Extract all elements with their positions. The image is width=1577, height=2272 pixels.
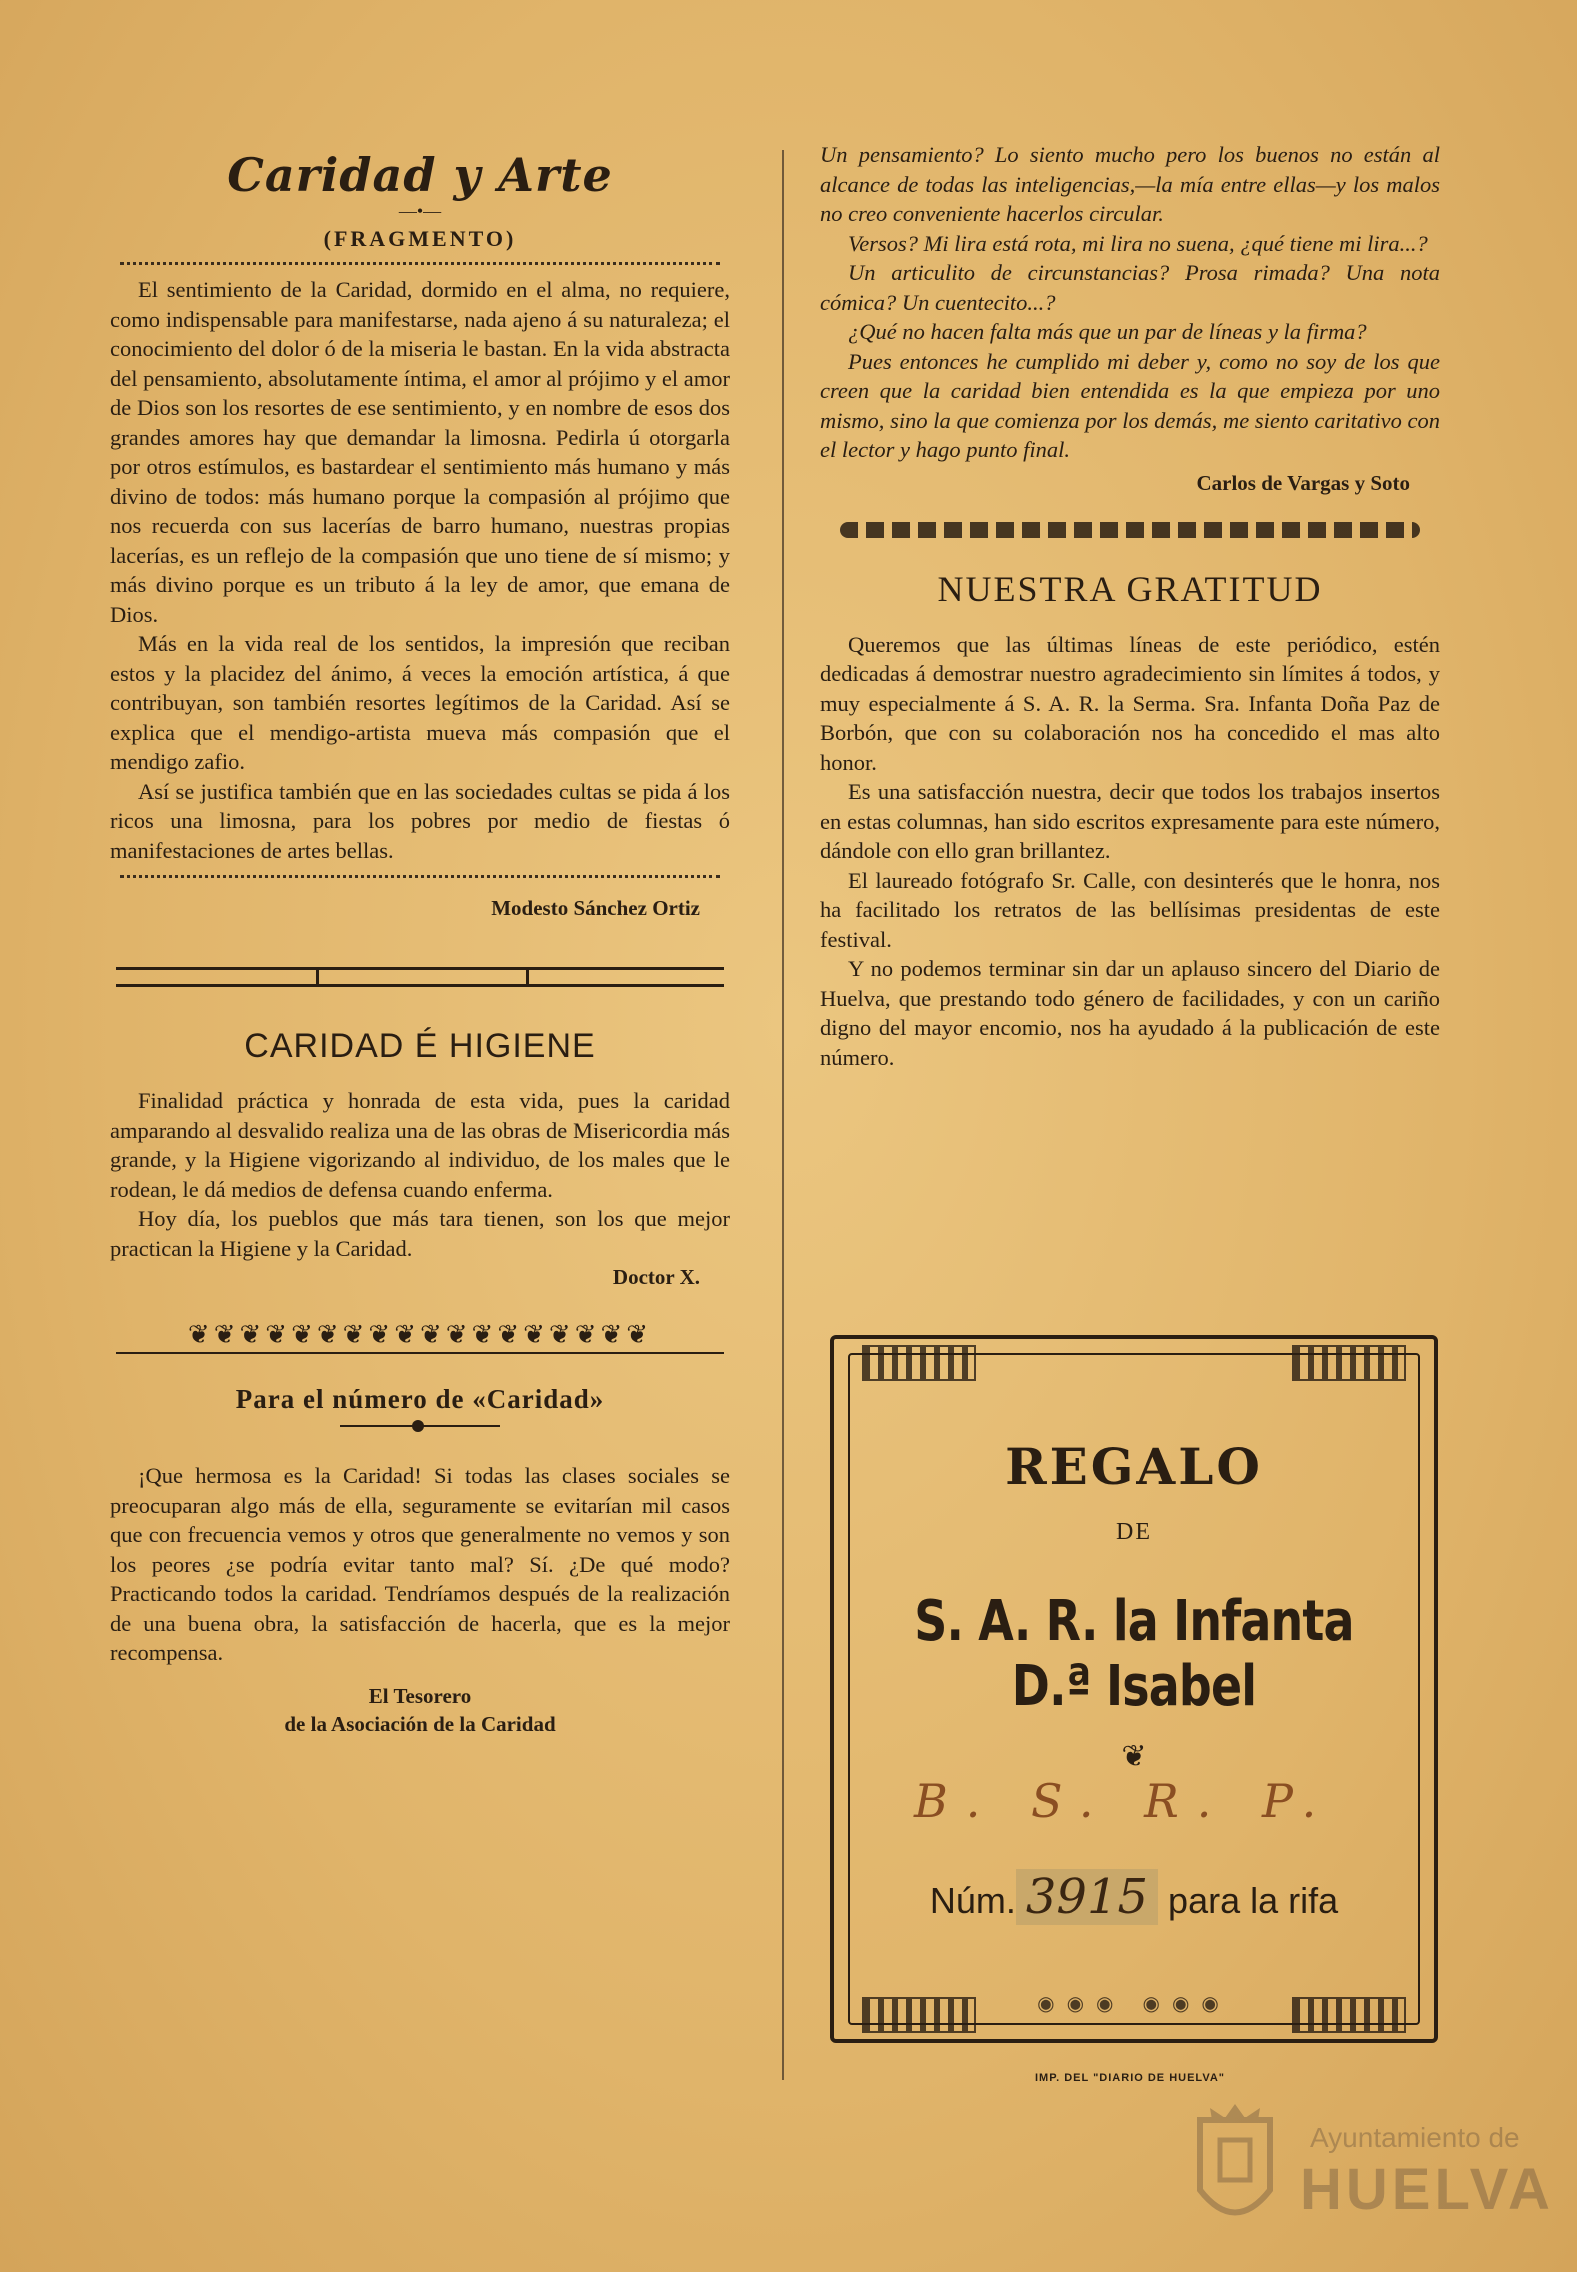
ticket-num-label: Núm.: [929, 1880, 1016, 1921]
signature: Modesto Sánchez Ortiz: [491, 896, 700, 920]
paragraph: Así se justifica también que en las sociedades cultas se pida á los ricos una limosna, para los pobres por medio de fiestas ó manifestaciones de artes bellas.: [110, 778, 730, 863]
paragraph: Es una satisfacción nuestra, decir que todos los trabajos insertos en estas columnas, han sido escritos expresamente para este número, dándole con ello gran brillantez.: [820, 779, 1440, 863]
article-title-caridad-higiene: CARIDAD É HIGIENE: [244, 1027, 596, 1065]
signature-line: El Tesorero: [368, 1683, 472, 1708]
signature-line: de la Asociación de la Caridad: [284, 1711, 556, 1736]
signature: [110, 1682, 730, 1738]
paragraph: Un articulito de circunstancias? Prosa rimada? Una nota cómica? Un cuentecito...?: [820, 260, 1440, 315]
paragraph: Hoy día, los pueblos que más tara tienen, son los que mejor practican la Higiene y la Caridad.: [110, 1206, 730, 1261]
corner-ornament: [1292, 1345, 1406, 1381]
paragraph: Finalidad práctica y honrada de esta vida, pues la caridad amparando al desvalido realiza una de las obras de Misericordia más grande, y la Higiene vigorizando al individuo, de los males que le rodean, le dá medios de defensa cuando enferma.: [110, 1088, 730, 1202]
article-title-caridad-y-arte: Caridad y Arte: [227, 148, 613, 202]
dotted-rule: [120, 262, 720, 265]
title-ornament: —•—: [398, 201, 442, 221]
paragraph: Queremos que las últimas líneas de este periódico, estén dedicadas á demostrar nuestro agradecimiento sin límites á todos, y muy especialmente á S. A. R. la Serma. Sra. Infanta Doña Paz de Borbón, que con su colaboración nos ha concedido el mas alto honor.: [820, 631, 1440, 775]
paragraph: Versos? Mi lira está rota, mi lira no suena, ¿qué tiene mi lira...?: [848, 230, 1428, 256]
ticket-de: DE: [1116, 1519, 1152, 1545]
paragraph: El laureado fotógrafo Sr. Calle, con desinterés que le honra, nos ha facilitado los retratos de las bellísimas presidentas de este festival.: [820, 867, 1440, 952]
article-subtitle: (FRAGMENTO): [323, 226, 517, 251]
left-column: [110, 120, 730, 1738]
coat-of-arms-icon: [1190, 2100, 1280, 2240]
ticket-bottom-ornament: ◉◉◉ ◉◉◉: [1037, 1993, 1231, 2015]
right-column: [820, 140, 1440, 1072]
column-divider: [782, 150, 784, 2080]
ornamental-frieze: ❦❦❦❦❦❦❦❦❦❦❦❦❦❦❦❦❦❦: [116, 1320, 724, 1354]
title-rule: [340, 1425, 500, 1427]
paragraph: Pues entonces he cumplido mi deber y, como no soy de los que creen que la caridad bien entendida es la que empieza por uno mismo, sino la que comienza por los demás, me siento caritativo con el lector y hago punto final.: [820, 348, 1440, 462]
paragraph: ¡Que hermosa es la Caridad! Si todas las clases sociales se preocuparan algo más de ella, seguramente se evitarían mil casos que con frecuencia vemos y otros que generalmente no vemos y son los peores ¿se podría evitar tanto mal? Sí. ¿De qué modo? Practicando todos la caridad. Tendríamos después de la realización de una buena obra, la satisfacción de hacerla, que es la mejor recompensa.: [110, 1463, 730, 1665]
signature: Carlos de Vargas y Soto: [1196, 470, 1410, 495]
watermark-line2: HUELVA: [1300, 2157, 1554, 2222]
handwritten-initials: B. S. R. P.: [914, 1774, 1335, 1828]
paragraph: Más en la vida real de los sentidos, la impresión que reciban estos y la placidez del ánimo, á veces la emoción artística, á que contribuyan, son también resortes legítimos de la Caridad. Así se explica que el mendigo-artista mueva más compasión que el mendigo zafio.: [110, 631, 730, 774]
raffle-ticket: [830, 1335, 1438, 2043]
signature: Doctor X.: [612, 1265, 700, 1289]
article-title-nuestra-gratitud: NUESTRA GRATITUD: [937, 568, 1323, 609]
corner-ornament: [862, 1345, 976, 1381]
dotted-rule: [120, 875, 720, 878]
ticket-rifa: para la rifa: [1168, 1880, 1339, 1921]
paragraph: ¿Qué no hacen falta más que un par de líneas y la firma?: [848, 319, 1367, 344]
archive-watermark: [1190, 2100, 1554, 2250]
ticket-regalo: REGALO: [1005, 1437, 1263, 1496]
imprint: IMP. DEL "DIARIO DE HUELVA": [1034, 2072, 1226, 2084]
ticket-number: 3915: [1016, 1869, 1158, 1925]
paragraph: Un pensamiento? Lo siento mucho pero los buenos no están al alcance de todas las inteligencias,—la mía entre ellas—y los malos no creo conveniente hacerlos circular.: [820, 142, 1440, 226]
ticket-donor-name: S. A. R. la Infanta D.ª Isabel: [914, 1589, 1354, 1719]
section-divider: [116, 967, 724, 987]
paragraph: El sentimiento de la Caridad, dormido en el alma, no requiere, como indispensable para manifestarse, nada ajeno á su naturaleza; el conocimiento del dolor ó de la miseria le bastan. En la vida abstracta del pensamiento, absolutamente íntima, el amor al prójimo y el amor de Dios son los resortes de ese sentimiento, y en nombre de esos dos grandes amores hay que demandar la limosna. Pedirla ú otorgarla por otros estímulos, es bastardear el sentimiento más humano y más divino de todos: más humano porque la compasión al prójimo que nos recuerda con sus lacerías de barro humano, nuestras propias lacerías, es un reflejo de la compasión que uno tiene de sí mismo; y más divino porque es un tributo á la ley de amor, que emana de Dios.: [110, 277, 730, 627]
section-divider: [840, 522, 1420, 538]
article-title-para-el-numero: Para el número de «Caridad»: [235, 1384, 605, 1414]
ticket-ornament: ❦: [1121, 1740, 1147, 1773]
watermark-line1: Ayuntamiento de: [1310, 2122, 1520, 2153]
ticket-number-line: [834, 1869, 1434, 1925]
paragraph: Y no podemos terminar sin dar un aplauso sincero del Diario de Huelva, que prestando todo género de facilidades, y con un cariño digno del mayor encomio, nos ha ayudado á la publicación de este número.: [820, 956, 1440, 1070]
